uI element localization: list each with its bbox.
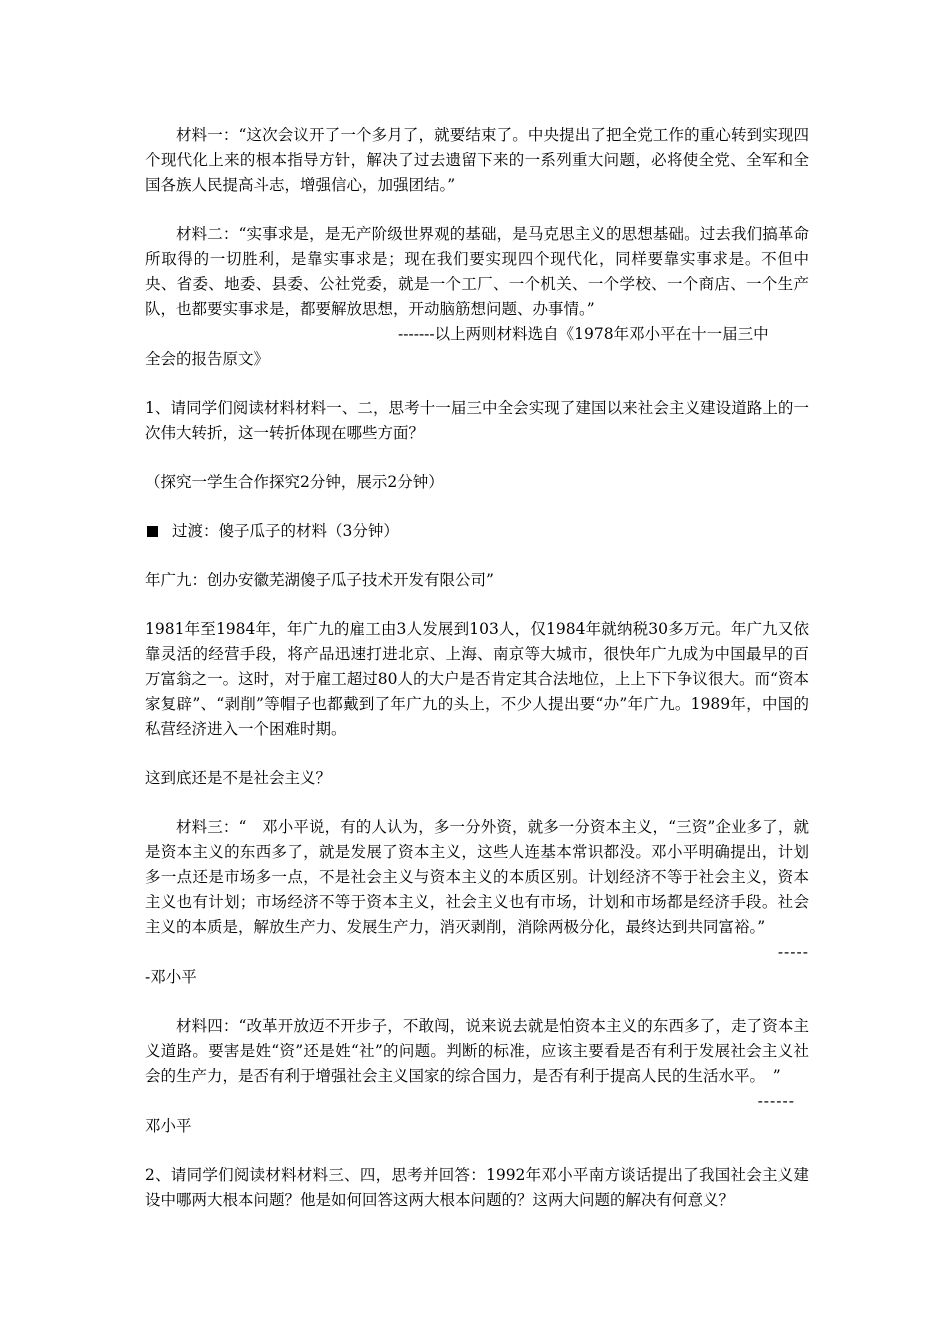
question-1: 1、请同学们阅读材料材料一、二，思考十一届三中全会实现了建国以来社会主义建设道路上的一次伟大转折，这一转折体现在哪些方面？ bbox=[145, 399, 809, 442]
material-4-signature-dashes: ------ bbox=[757, 1092, 795, 1110]
black-square-bullet-icon bbox=[147, 526, 158, 537]
material-4-paragraph: 材料四：“改革开放迈不开步子，不敢闯，说来说去就是怕资本主义的东西多了，走了资本主义道路。要害是姓“资”还是姓“社”的问题。判断的标准，应该主要看是否有利于发展社会主义社会的生产力，是否有利于增强社会主义国家的综合国力，是否有利于提高人民的生活水平。 ” bbox=[145, 1017, 809, 1085]
material-3-author: -邓小平 bbox=[145, 968, 197, 986]
socialism-question: 这到底还是不是社会主义？ bbox=[145, 769, 332, 787]
material-3-paragraph: 材料三：“ 邓小平说，有的人认为，多一分外资，就多一分资本主义，“三资”企业多了，就是资本主义的东西多了，就是发展了资本主义，这些人连基本常识都没。邓小平明确提出，计划多一点还是市场多一点，不是社会主义与资本主义的本质区别。计划经济不等于社会主义，资本主义也有计划；市场经济不等于资本主义，社会主义也有市场，计划和市场都是经济手段。社会主义的本质是，解放生产力、发展生产力，消灭剥削，消除两极分化，最终达到共同富裕。” bbox=[145, 818, 809, 936]
material-3-signature-dashes: ----- bbox=[777, 943, 809, 961]
transition-text: 过渡：傻子瓜子的材料（3分钟） bbox=[172, 522, 399, 540]
document-page bbox=[145, 123, 809, 1213]
material-3-block bbox=[145, 815, 809, 990]
transition-line bbox=[145, 519, 809, 544]
material-2-paragraph: 材料二：“实事求是，是无产阶级世界观的基础，是马克思主义的思想基础。过去我们搞革命所取得的一切胜利，是靠实事求是；现在我们要实现四个现代化，同样要靠实事求是。不但中央、省委、地委、县委、公社党委，就是一个工厂、一个机关、一个学校、一个商店、一个生产队，也都要实事求是，都要解放思想，开动脑筋想问题、办事情。” bbox=[145, 225, 809, 318]
question-2: 2、请同学们阅读材料材料三、四，思考并回答：1992年邓小平南方谈话提出了我国社会主义建设中哪两大根本问题？他是如何回答这两大根本问题的？这两大问题的解决有何意义？ bbox=[145, 1166, 809, 1209]
nian-guangjiu-story: 1981年至1984年，年广九的雇工由3人发展到103人，仅1984年就纳税30多万元。年广九又依靠灵活的经营手段，将产品迅速打进北京、上海、南京等大城市，很快年广九成为中国最早的百万富翁之一。这时，对于雇工超过80人的大户是否肯定其合法地位，上上下下争议很大。而“资本家复辟”、“剥削”等帽子也都戴到了年广九的头上，不少人提出要“办”年广九。1989年，中国的私营经济进入一个困难时期。 bbox=[145, 620, 809, 738]
material-4-author: 邓小平 bbox=[145, 1117, 192, 1135]
source-citation-line-1: -------以上两则材料选自《1978年邓小平在十一届三中 bbox=[398, 325, 769, 343]
source-citation-line-2: 全会的报告原文》 bbox=[145, 350, 270, 368]
activity-note: （探究一学生合作探究2分钟，展示2分钟） bbox=[145, 473, 444, 491]
nian-guangjiu-heading: 年广九：创办安徽芜湖傻子瓜子技术开发有限公司” bbox=[145, 571, 494, 589]
material-1-paragraph: 材料一：“这次会议开了一个多月了，就要结束了。中央提出了把全党工作的重心转到实现四个现代化上来的根本指导方针，解决了过去遗留下来的一系列重大问题，必将使全党、全军和全国各族人民提高斗志，增强信心，加强团结。” bbox=[145, 126, 809, 194]
material-4-block bbox=[145, 1014, 809, 1139]
